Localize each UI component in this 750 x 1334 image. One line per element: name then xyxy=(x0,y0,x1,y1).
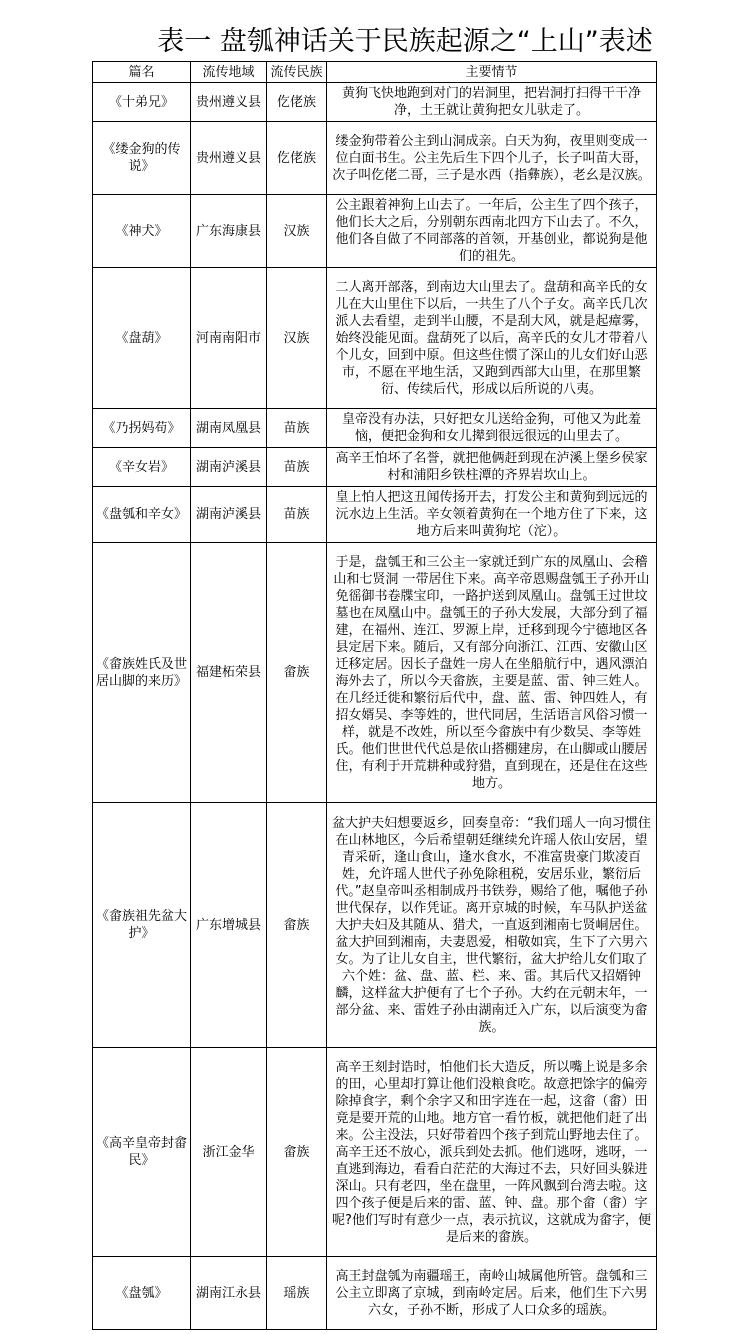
cell-title: 《缕金狗的传说》 xyxy=(93,122,191,195)
cell-ethnic: 苗族 xyxy=(267,448,327,487)
cell-title: 《畲族祖先盆大护》 xyxy=(93,803,191,1048)
myth-table xyxy=(92,61,657,1330)
cell-region: 河南南阳市 xyxy=(191,268,267,409)
table-row xyxy=(93,83,657,122)
cell-region: 贵州遵义县 xyxy=(191,83,267,122)
header-plot: 主要情节 xyxy=(327,62,657,83)
cell-plot: 二人离开部落，到南边大山里去了。盘葫和高辛氏的女儿在大山里住下以后，一共生了八个子女。高辛氏几次派人去看望，走到半山腰，不是刮大风，就是起瘴雾，始终没能见面。盘葫死了以后，高辛氏的女儿才带着八个儿女，回到中原。但这些住惯了深山的儿女们好山恶市，不愿在平地生活，又跑到西部大山里，在那里繁衍、传续后代，形成以后所说的八夷。 xyxy=(327,268,657,409)
cell-title: 《辛女岩》 xyxy=(93,448,191,487)
table-row xyxy=(93,268,657,409)
cell-plot: 缕金狗带着公主到山洞成亲。白天为狗，夜里则变成一位白面书生。公主先后生下四个儿子，长子叫苗大哥，次子叫仡佬二哥，三子是水西（指彝族），老幺是汉族。 xyxy=(327,122,657,195)
cell-title: 《盘瓠和辛女》 xyxy=(93,487,191,543)
cell-plot: 皇帝没有办法，只好把女儿送给金狗，可他又为此羞恼，便把金狗和女儿撵到很远很远的山里去了。 xyxy=(327,409,657,448)
cell-region: 湖南泸溪县 xyxy=(191,448,267,487)
cell-region: 广东增城县 xyxy=(191,803,267,1048)
header-title: 篇名 xyxy=(93,62,191,83)
table-row xyxy=(93,543,657,803)
cell-ethnic: 汉族 xyxy=(267,195,327,268)
cell-ethnic: 瑶族 xyxy=(267,1257,327,1330)
cell-plot: 公主跟着神狗上山去了。一年后，公主生了四个孩子，他们长大之后，分别朝东西南北四方下山去了。不久，他们各自做了不同部落的首领，开基创业，都说狗是他们的祖先。 xyxy=(327,195,657,268)
cell-ethnic: 仡佬族 xyxy=(267,122,327,195)
cell-region: 浙江金华 xyxy=(191,1048,267,1257)
cell-ethnic: 苗族 xyxy=(267,487,327,543)
table-row xyxy=(93,122,657,195)
cell-title: 《乃拐妈苟》 xyxy=(93,409,191,448)
table-header-row xyxy=(93,62,657,83)
cell-region: 广东海康县 xyxy=(191,195,267,268)
cell-plot: 高辛王怕坏了名誉，就把他俩赶到现在泸溪上堡乡侯家村和浦阳乡铁柱潭的齐界岩坎山上。 xyxy=(327,448,657,487)
cell-ethnic: 苗族 xyxy=(267,409,327,448)
cell-ethnic: 汉族 xyxy=(267,268,327,409)
table-row xyxy=(93,1048,657,1257)
cell-region: 湖南泸溪县 xyxy=(191,487,267,543)
cell-region: 湖南凤凰县 xyxy=(191,409,267,448)
cell-region: 贵州遵义县 xyxy=(191,122,267,195)
cell-title: 《畲族姓氏及世居山脚的来历》 xyxy=(93,543,191,803)
table-row xyxy=(93,409,657,448)
cell-title: 《高辛皇帝封畲民》 xyxy=(93,1048,191,1257)
cell-ethnic: 仡佬族 xyxy=(267,83,327,122)
table-row xyxy=(93,487,657,543)
cell-ethnic: 畲族 xyxy=(267,803,327,1048)
table-row xyxy=(93,803,657,1048)
cell-ethnic: 畲族 xyxy=(267,1048,327,1257)
table-row xyxy=(93,448,657,487)
cell-title: 《盘葫》 xyxy=(93,268,191,409)
header-ethnic: 流传民族 xyxy=(267,62,327,83)
page-title: 表一 盘瓠神话关于民族起源之“上山”表述 xyxy=(157,26,653,57)
cell-plot: 高王封盘瓠为南疆瑶王，南岭山城属他所管。盘瓠和三公主立即离了京城，到南岭定居。后来，他们生下六男六女，子孙不断，形成了人口众多的瑶族。 xyxy=(327,1257,657,1330)
cell-region: 湖南江永县 xyxy=(191,1257,267,1330)
cell-title: 《盘瓠》 xyxy=(93,1257,191,1330)
cell-plot: 高辛王刻封诰时，怕他们长大造反，所以嘴上说是多余的田，心里却打算让他们没粮食吃。故意把馀字的偏旁除掉食字，剩个余字又和田字连在一起，这畲（畬）田竟是要开荒的山地。地方官一看竹板，就把他们赶了出来。公主没法，只好带着四个孩子到荒山野地去住了。高辛王还不放心，派兵到处去抓。他们逃呀，逃呀，一直逃到海边，看看白茫茫的大海过不去，只好回头躲进深山。只有老四，坐在盘里，一阵风飘到台湾去啦。这四个孩子便是后来的雷、蓝、钟、盘。那个畲（畬）字呢?他们写时有意少一点，表示抗议，这就成为畲字，便是后来的畲族。 xyxy=(327,1048,657,1257)
cell-region: 福建柘荣县 xyxy=(191,543,267,803)
table-row xyxy=(93,1257,657,1330)
table-row xyxy=(93,195,657,268)
cell-plot: 黄狗飞快地跑到对门的岩洞里，把岩洞打扫得干干净净，土王就让黄狗把女儿驮走了。 xyxy=(327,83,657,122)
cell-title: 《十弟兄》 xyxy=(93,83,191,122)
cell-title: 《神犬》 xyxy=(93,195,191,268)
cell-plot: 盆大护夫妇想要返乡，回奏皇帝：“我们瑶人一向习惯住在山林地区，今后希望朝廷继续允许瑶人依山安居，望青采斫，逢山食山，逢水食水，不准富贵豪门欺凌百姓，允许瑶人世代子孙免除租税，安居乐业，繁衍后代。”赵皇帝叫丞相制成丹书铁券，赐给了他，嘱他子孙世代保存，以作凭证。离开京城的时候，车马队护送盆大护夫妇及其随从、猎犬，一直返到湘南七贤峒居住。盆大护回到湘南，夫妻恩爱，相敬如宾，生下了六男六女。为了让儿女自主，世代繁衍，盆大护给儿女们取了六个姓：盆、盘、蓝、栏、来、雷。其后代又招婿钟麟，这样盆大护便有了七个子孙。大约在元朝末年，一部分盆、来、雷姓子孙由湖南迁入广东，以后演变为畲族。 xyxy=(327,803,657,1048)
header-region: 流传地域 xyxy=(191,62,267,83)
cell-plot: 皇上怕人把这丑闻传扬开去，打发公主和黄狗到远远的沅水边上生活。辛女领着黄狗在一个地方住了下来，这地方后来叫黄狗坨（沱）。 xyxy=(327,487,657,543)
cell-plot: 于是，盘瓠王和三公主一家就迁到广东的凤凰山、会稽山和七贤洞 一带居住下来。高辛帝恩赐盘瓠王子孙开山免徭御书卷牒宝印，一路护送到凤凰山。盘瓠王过世坟墓也在凤凰山中。盘瓠王的子孙大发展，大部分到了福建，在福州、连江、罗源上岸，迁移到现今宁德地区各县定居下来。随后，又有部分向浙江、江西、安徽山区迁移定居。因长子盘姓一房人在坐船航行中，遇风漂泊海外去了，所以今天畲族，主要是蓝、雷、钟三姓人。在几经迁徙和繁衍后代中，盘、蓝、雷、钟四姓人，有招女婿吴、李等姓的，世代同居，生活语言风俗习惯一样，就是不改姓，所以至今畲族中有少数吴、李等姓氏。他们世世代代总是依山搭棚建房，在山脚或山腰居住，有利于开荒耕种或狩猎，直到现在，还是住在这些地方。 xyxy=(327,543,657,803)
cell-ethnic: 畲族 xyxy=(267,543,327,803)
